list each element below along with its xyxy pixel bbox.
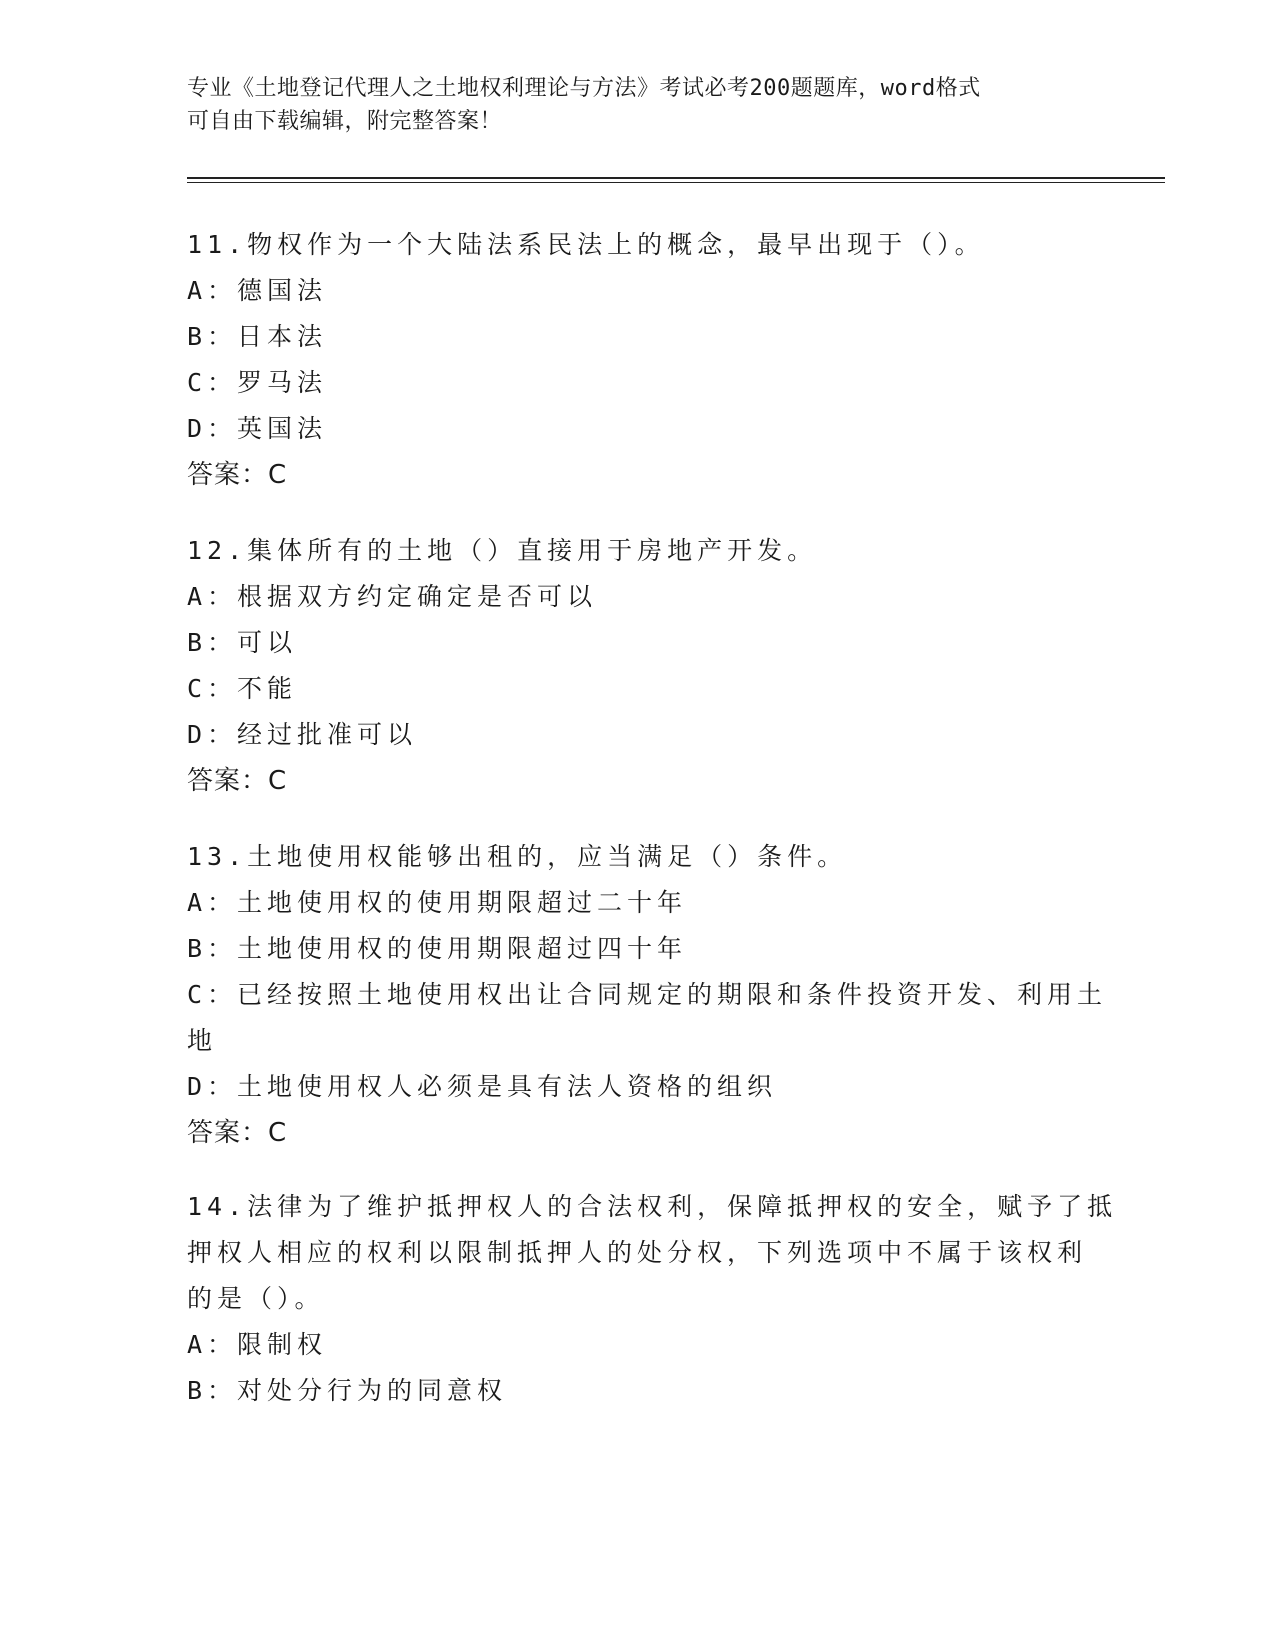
option-c: C：不能	[187, 674, 298, 703]
option-c: C：已经按照土地使用权出让合同规定的期限和条件投资开发、利用土	[187, 980, 1108, 1009]
option-d: D：经过批准可以	[187, 720, 418, 749]
option-b: B：对处分行为的同意权	[187, 1376, 508, 1405]
question-stem-continued: 押权人相应的权利以限制抵押人的处分权，下列选项中不属于该权利	[187, 1238, 1088, 1267]
option-d: D：英国法	[187, 414, 328, 443]
answer-line: 答案：C	[187, 766, 288, 796]
question-stem-continued: 的是（）。	[187, 1284, 325, 1313]
option-b: B：土地使用权的使用期限超过四十年	[187, 934, 688, 963]
question-stem: 11.物权作为一个大陆法系民法上的概念，最早出现于（）。	[187, 230, 985, 259]
question-13	[187, 834, 1108, 1156]
option-b: B：日本法	[187, 322, 328, 351]
option-b: B：可以	[187, 628, 298, 657]
header-line-1: 专业《土地登记代理人之土地权利理论与方法》考试必考200题题库，word格式	[187, 76, 981, 101]
document-header	[187, 72, 1087, 138]
question-stem: 12.集体所有的土地（）直接用于房地产开发。	[187, 536, 818, 565]
question-12	[187, 528, 1087, 804]
answer-line: 答案：C	[187, 460, 288, 490]
option-a: A：德国法	[187, 276, 328, 305]
header-divider-thin	[187, 182, 1165, 183]
option-d: D：土地使用权人必须是具有法人资格的组织	[187, 1072, 778, 1101]
question-stem: 13.土地使用权能够出租的，应当满足（）条件。	[187, 842, 848, 871]
option-a: A：根据双方约定确定是否可以	[187, 582, 598, 611]
option-c-continued: 地	[187, 1026, 218, 1055]
question-14	[187, 1184, 1118, 1414]
question-stem: 14.法律为了维护抵押权人的合法权利，保障抵押权的安全，赋予了抵	[187, 1192, 1118, 1221]
answer-line: 答案：C	[187, 1118, 288, 1148]
option-c: C：罗马法	[187, 368, 328, 397]
header-line-2: 可自由下载编辑，附完整答案！	[187, 109, 503, 134]
option-a: A：土地使用权的使用期限超过二十年	[187, 888, 688, 917]
header-divider-thick	[187, 177, 1165, 179]
question-11	[187, 222, 1087, 498]
option-a: A：限制权	[187, 1330, 328, 1359]
